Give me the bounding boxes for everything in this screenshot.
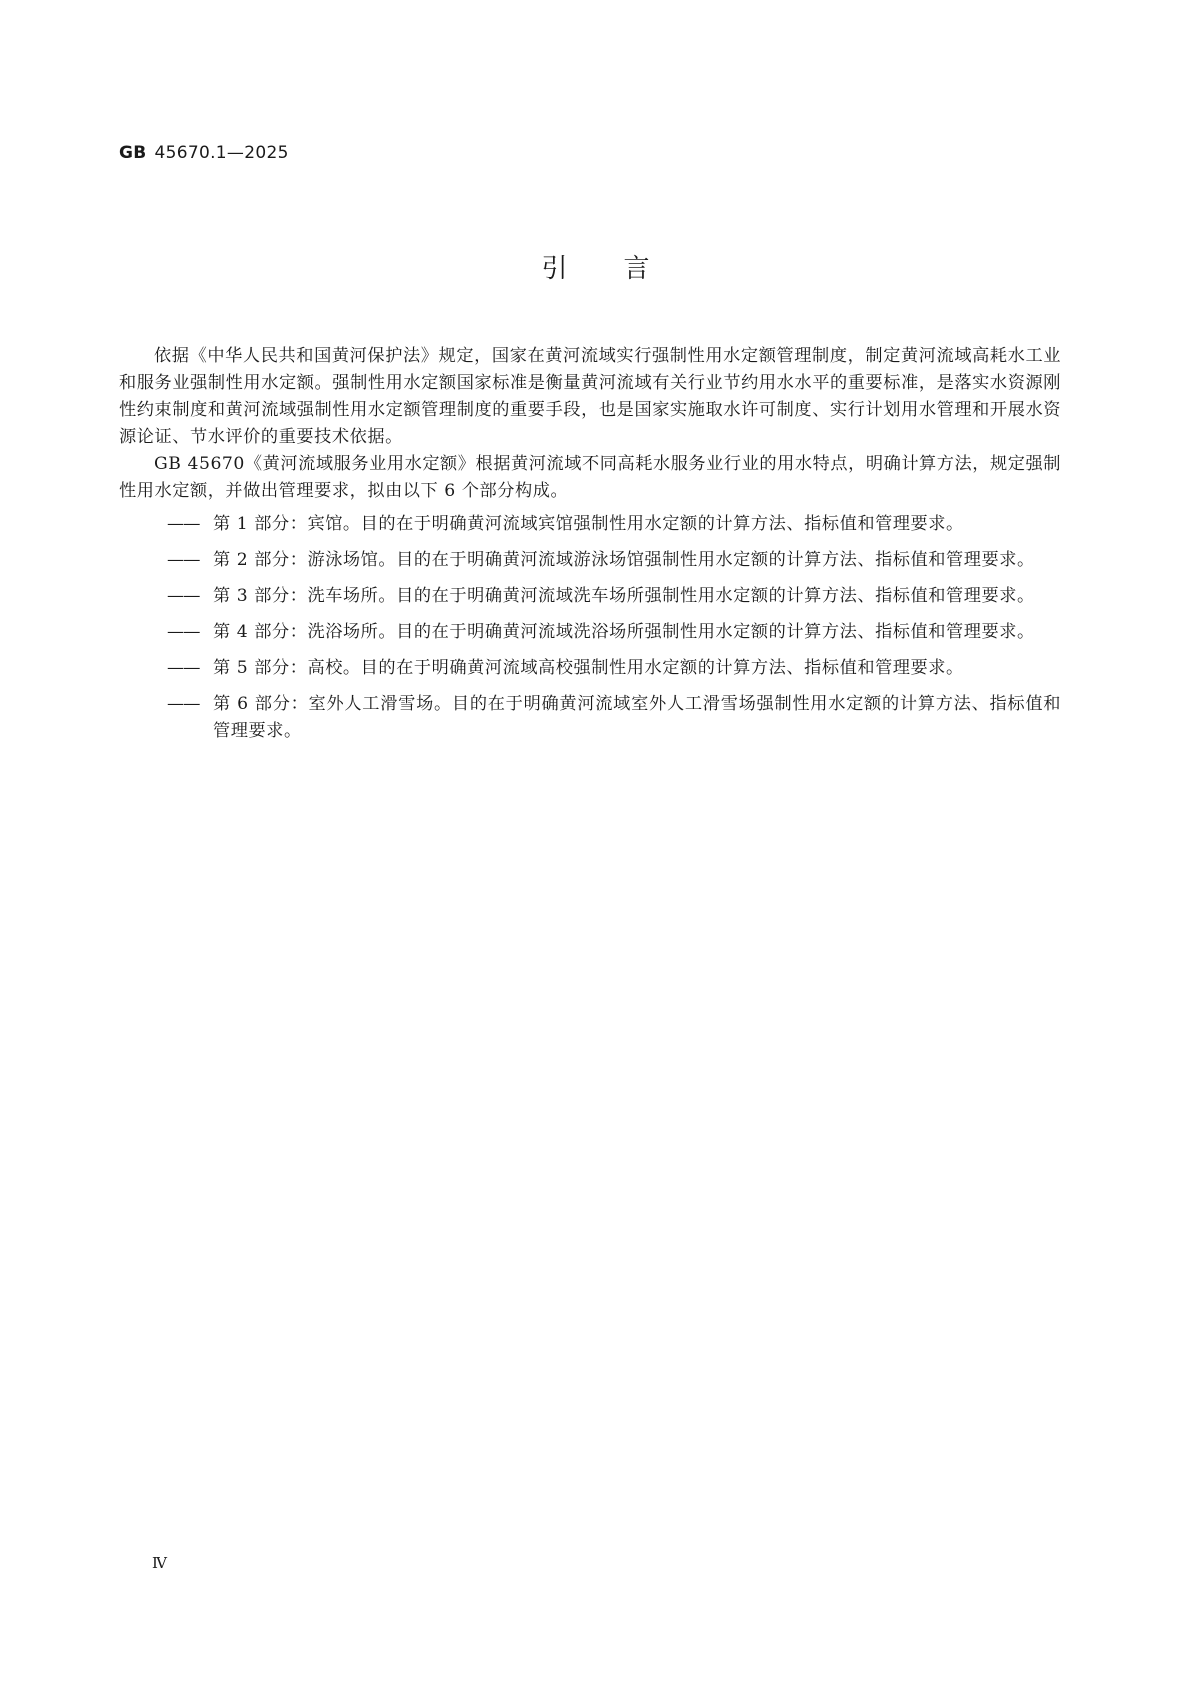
list-dash: ——	[167, 694, 200, 714]
paragraph-structure: GB 45670《黄河流域服务业用水定额》根据黄河流域不同高耗水服务业行业的用水特点，明确计算方法，规定强制性用水定额，并做出管理要求，拟由以下 6 个部分构成。	[119, 454, 1061, 501]
list-item-part-5	[119, 655, 1061, 682]
list-item-part-1	[119, 511, 1061, 538]
list-item-part-4	[119, 619, 1061, 646]
list-item-text: 第 6 部分：室外人工滑雪场。目的在于明确黄河流域室外人工滑雪场强制性用水定额的计算方法、指标值和管理要求。	[213, 694, 1061, 741]
list-dash: ——	[167, 622, 200, 642]
list-item-text: 第 1 部分：宾馆。目的在于明确黄河流域宾馆强制性用水定额的计算方法、指标值和管理要求。	[213, 514, 964, 534]
standard-prefix: GB	[119, 143, 147, 163]
list-item-text: 第 2 部分：游泳场馆。目的在于明确黄河流域游泳场馆强制性用水定额的计算方法、指标值和管理要求。	[213, 550, 1035, 570]
list-dash: ——	[167, 586, 200, 606]
standard-number: 45670.1—2025	[154, 143, 289, 163]
list-item-text: 第 3 部分：洗车场所。目的在于明确黄河流域洗车场所强制性用水定额的计算方法、指标值和管理要求。	[213, 586, 1035, 606]
list-item-part-2	[119, 547, 1061, 574]
document-body	[119, 343, 1061, 745]
page-number: Ⅳ	[152, 1554, 167, 1572]
page-title: 引言	[541, 254, 706, 284]
paragraph-intro: 依据《中华人民共和国黄河保护法》规定，国家在黄河流域实行强制性用水定额管理制度，制定黄河流域高耗水工业和服务业强制性用水定额。强制性用水定额国家标准是衡量黄河流域有关行业节约用水水平的重要标准，是落实水资源刚性约束制度和黄河流域强制性用水定额管理制度的重要手段，也是国家实施取水许可制度、实行计划用水管理和开展水资源论证、节水评价的重要技术依据。	[119, 346, 1061, 447]
list-dash: ——	[167, 514, 200, 534]
list-dash: ——	[167, 658, 200, 678]
list-item-text: 第 4 部分：洗浴场所。目的在于明确黄河流域洗浴场所强制性用水定额的计算方法、指标值和管理要求。	[213, 622, 1035, 642]
list-item-text: 第 5 部分：高校。目的在于明确黄河流域高校强制性用水定额的计算方法、指标值和管理要求。	[213, 658, 964, 678]
list-item-part-3	[119, 583, 1061, 610]
standard-number-header	[119, 143, 289, 163]
list-item-part-6	[119, 691, 1061, 745]
list-dash: ——	[167, 550, 200, 570]
